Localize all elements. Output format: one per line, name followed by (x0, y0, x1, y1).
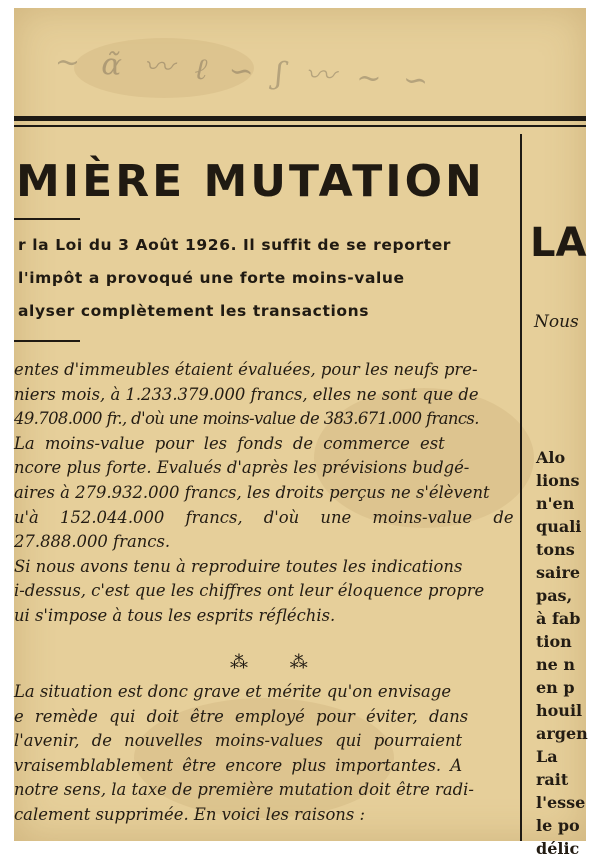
right-line: le po (536, 816, 580, 835)
subheading-line: alyser complètement les transactions (18, 302, 370, 320)
right-column-heading: LA (530, 220, 587, 266)
right-line: La (536, 747, 558, 766)
body-line: ui s'impose à tous les esprits réfléchis. (14, 605, 336, 625)
body-line: La moins-value pour les fonds de commerce est (14, 433, 445, 453)
right-column-intro: Nous (534, 312, 579, 332)
body-line: La situation est donc grave et mérite qu'on envisage (14, 682, 452, 701)
body-line: aires à 279.932.000 francs, les droits perçus ne s'élèvent (14, 482, 490, 502)
right-line: en p (536, 678, 575, 697)
body-line: Si nous avons tenu à reproduire toutes les indications (14, 556, 463, 576)
newspaper-clipping (14, 8, 588, 858)
subheading-line: l'impôt a provoqué une forte moins-value (18, 269, 405, 287)
right-line: tons (536, 540, 575, 559)
right-line: argen (536, 724, 588, 743)
headline-underline (14, 218, 80, 220)
right-line: délic (536, 839, 580, 858)
right-line: houil (536, 701, 583, 720)
right-line: ne n (536, 655, 576, 674)
body-line: vraisemblablement être encore plus importantes. A (14, 755, 463, 775)
body-line: l'avenir, de nouvelles moins-values qui pourraient (14, 731, 463, 751)
body-line: 49.708.000 fr., d'où une moins-value de 383.671.000 francs. (14, 409, 479, 429)
right-line: n'en (536, 494, 575, 513)
body-line: u'à 152.044.000 francs, d'où une moins-value de (14, 507, 514, 527)
right-line: quali (536, 517, 582, 536)
section-separator: ⁂ ⁂ (230, 652, 326, 673)
right-column-text (536, 446, 596, 860)
body-line: 27.888.000 francs. (14, 532, 171, 552)
body-line: i-dessus, c'est que les chiffres ont leur éloquence propre (14, 581, 485, 601)
article-body-bottom (14, 680, 518, 828)
body-line: niers mois, à 1.233.379.000 francs, elles ne sont que de (14, 384, 479, 404)
right-line: tion (536, 632, 572, 651)
body-line: calement supprimée. En voici les raisons : (14, 804, 366, 824)
right-line: l'esse (536, 793, 586, 812)
right-line: rait (536, 770, 569, 789)
right-line: à fab (536, 609, 581, 628)
article-body-top (14, 358, 518, 629)
right-line: pas, (536, 586, 573, 605)
subheading-underline (14, 340, 80, 342)
top-rule (14, 116, 586, 121)
column-divider (520, 134, 522, 841)
right-line: Alo (536, 448, 566, 467)
body-line: ncore plus forte. Evalués d'après les prévisions budgé- (14, 458, 470, 478)
right-line: lions (536, 471, 580, 490)
right-line: saire (536, 563, 581, 582)
top-rule-thin (14, 125, 586, 127)
body-line: notre sens, la taxe de première mutation doit être radi- (14, 780, 474, 800)
faded-handwriting-mark: ~ ɑ̃ 〰 ℓ ∽ ʃ 〰 ~ ∽ (53, 44, 435, 100)
body-line: e remède qui doit être employé pour éviter, dans (14, 706, 469, 726)
subheading-line: r la Loi du 3 Août 1926. Il suffit de se reporter (18, 236, 452, 254)
body-line: entes d'immeubles étaient évaluées, pour les neufs pre- (14, 360, 478, 379)
headline: MIÈRE MUTATION (16, 156, 485, 207)
